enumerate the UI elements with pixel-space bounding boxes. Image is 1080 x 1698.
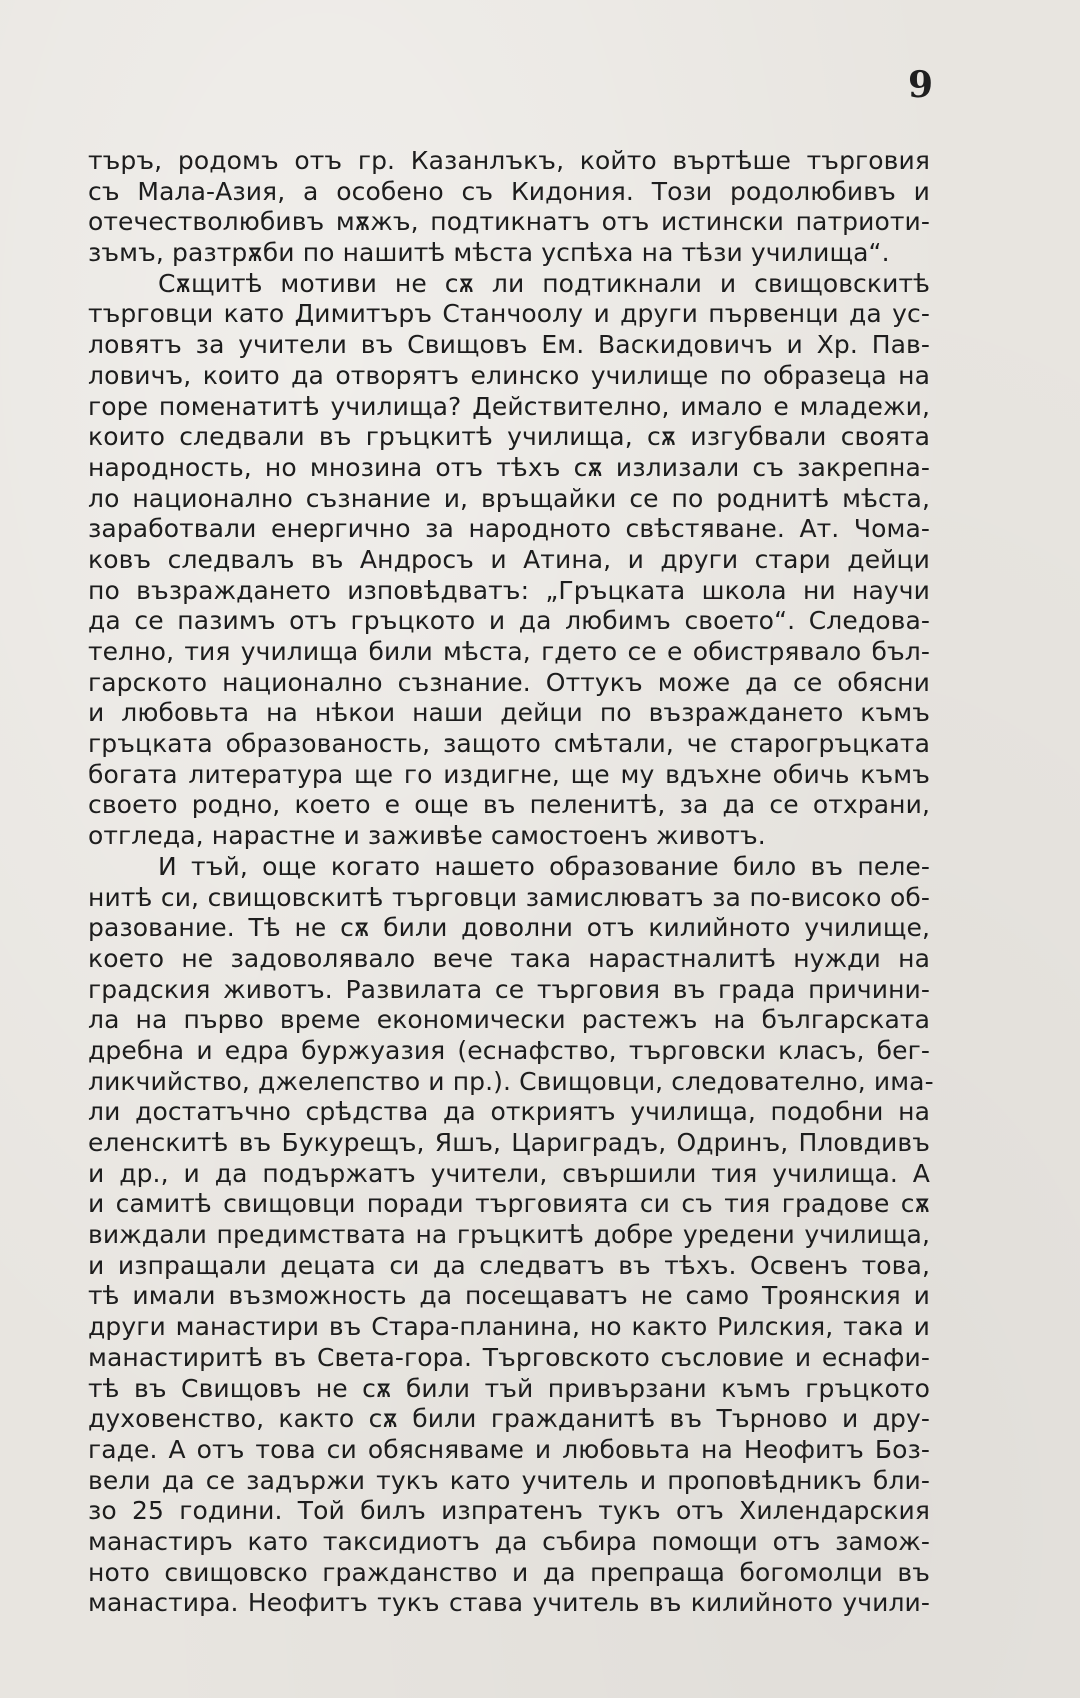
text-line: ловичъ, които да отворятъ елинско училище по образеца на xyxy=(88,360,930,390)
text-line: гарското национално съзнание. Оттукъ може да се обясни xyxy=(88,667,930,697)
text-line: дребна и едра буржуазия (еснафство, търговски класъ, бег- xyxy=(88,1035,930,1065)
text-line: горе поменатитѣ училища? Действително, имало е младежи, xyxy=(88,391,930,421)
text-line: и др., и да подържатъ учители, свършили тия училища. А xyxy=(88,1158,930,1188)
text-line: отгледа, нарастне и заживѣе самостоенъ животъ. xyxy=(88,821,766,851)
text-line: тѣ имали възможность да посещаватъ не само Троянския и xyxy=(88,1281,930,1311)
text-line: Сѫщитѣ мотиви не сѫ ли подтикнали и свищовскитѣ xyxy=(158,268,930,298)
text-line: и любовьта на нѣкои наши дейци по възраждането къмъ xyxy=(88,698,930,728)
text-line: други манастири въ Стара-планина, но както Рилския, така и xyxy=(88,1312,930,1342)
text-line: ното свищовско гражданство и да препраща богомолци въ xyxy=(88,1557,930,1587)
text-line: ли достатъчно срѣдства да откриятъ училища, подобни на xyxy=(88,1097,930,1127)
text-line: духовенство, както сѫ били гражданитѣ въ Търново и дру- xyxy=(88,1404,930,1434)
text-line: което не задоволявало вече така нарастналитѣ нужди на xyxy=(88,943,930,973)
text-line: да се пазимъ отъ гръцкото и да любимъ своето“. Следова- xyxy=(88,606,930,636)
text-line: и изпращали децата си да следватъ въ тѣхъ. Освенъ това, xyxy=(88,1250,930,1280)
text-line: виждали предимствата на гръцкитѣ добре уредени училища, xyxy=(88,1220,930,1250)
text-line: ло национално съзнание и, връщайки се по роднитѣ мѣста, xyxy=(88,483,930,513)
text-line: разование. Тѣ не сѫ били доволни отъ килийното училище, xyxy=(88,913,930,943)
text-line: нитѣ си, свищовскитѣ търговци замислюватъ за по-високо об- xyxy=(88,882,930,912)
text-line: които следвали въ гръцкитѣ училища, сѫ изгубвали своята xyxy=(88,422,930,452)
text-line: отечестволюбивъ мѫжъ, подтикнатъ отъ истински патриоти- xyxy=(88,207,930,237)
text-line: вели да се задържи тукъ като учитель и проповѣдникъ бли- xyxy=(88,1465,930,1495)
text-line: своето родно, което е още въ пеленитѣ, за да се отхрани, xyxy=(88,790,930,820)
text-line: градския животъ. Развилата се търговия въ града причини- xyxy=(88,974,930,1004)
text-line: ла на първо време економически растежъ на българската xyxy=(88,1005,930,1035)
text-line: ковъ следвалъ въ Андросъ и Атина, и други стари дейци xyxy=(88,544,930,574)
text-line: търговци като Димитъръ Станчоолу и други първенци да ус- xyxy=(88,299,930,329)
text-line: телно, тия училища били мѣста, гдето се е обистрявало бъл- xyxy=(88,637,930,666)
text-line: заработвали енергично за народното свѣстяване. Ат. Чома- xyxy=(88,514,930,544)
text-line: гаде. А отъ това си обясняваме и любовьта на Неофитъ Боз- xyxy=(88,1434,930,1464)
body-text xyxy=(88,146,934,1619)
text-line: еленскитѣ въ Букурещъ, Яшъ, Цариградъ, Одринъ, Пловдивъ xyxy=(88,1128,930,1157)
text-line: манастира. Неофитъ тукъ става учитель въ килийното учили- xyxy=(88,1588,930,1618)
page-number: 9 xyxy=(908,64,934,106)
text-line: манастиръ като таксидиотъ да събира помощи отъ замож- xyxy=(88,1526,930,1556)
text-line: тѣ въ Свищовъ не сѫ били тъй привързани къмъ гръцкото xyxy=(88,1373,930,1403)
text-line: съ Мала-Азия, а особено съ Кидония. Този родолюбивъ и xyxy=(88,176,930,206)
text-line: богата литература ще го издигне, ще му вдъхне обичь къмъ xyxy=(88,759,930,789)
text-line: ликчийство, джелепство и пр.). Свищовци, следователно, има- xyxy=(88,1066,934,1096)
text-line: гръцката образованость, защото смѣтали, че старогръцката xyxy=(88,729,930,759)
text-line: ловятъ за учители въ Свищовъ Ем. Васкидовичъ и Хр. Пав- xyxy=(88,330,930,360)
text-line: зъмъ, разтрѫби по нашитѣ мѣста успѣха на тѣзи училища“. xyxy=(88,238,890,268)
text-line: зо 25 години. Той билъ изпратенъ тукъ отъ Хилендарския xyxy=(88,1496,930,1526)
text-line: търъ, родомъ отъ гр. Казанлъкъ, който въртѣше търговия xyxy=(88,146,930,175)
text-line: И тъй, още когато нашето образование било въ пеле- xyxy=(158,851,930,881)
text-line: и самитѣ свищовци поради търговията си съ тия градове сѫ xyxy=(88,1189,930,1219)
text-line: народность, но мнозина отъ тѣхъ сѫ излизали съ закрепна- xyxy=(88,452,930,482)
text-line: по възраждането изповѣдватъ: „Гръцката школа ни научи xyxy=(88,575,930,605)
text-line: манастиритѣ въ Света-гора. Търговското съсловие и еснафи- xyxy=(88,1342,930,1372)
